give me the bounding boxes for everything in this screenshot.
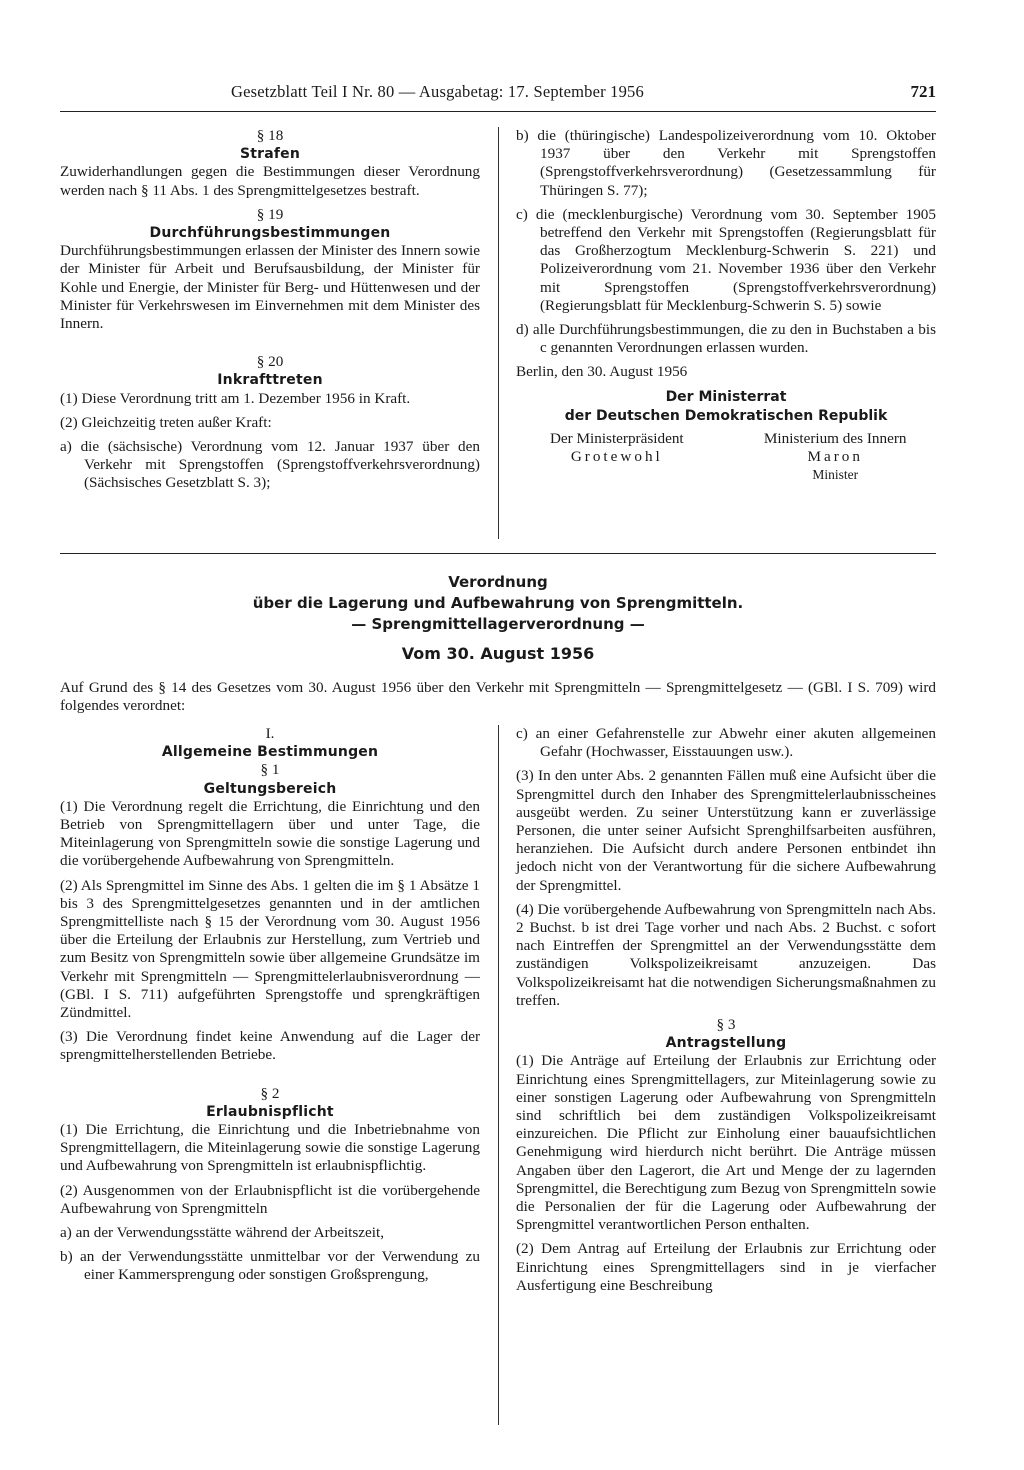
top-columns — [60, 127, 936, 539]
section-3-paragraph-1: (1) Die Anträge auf Erteilung der Erlaubnis zur Errichtung oder Einrichtung eines Sprengmittellagers, zur Miteinlagerung sowie zu einer sonstigen Lagerung oder Aufbewahrung von Sprengmitteln sind schriftlich bei dem zuständigen Volkspolizeikreisamt einzureichen. Die Pflicht zur Einholung einer bauaufsichtlichen Genehmigung wird hierdurch nicht berührt. Die Anträge müssen Angaben über den Lagerort, die Art und Menge der zu lagernden Sprengmittel, die Berechtigung zum Bezug von Sprengmitteln sowie die Personalien der für die Lagerung oder Aufbewahrung der Sprengmittel verantwortlichen Person enthalten. — [516, 1052, 936, 1234]
council-line-1: Der Ministerrat — [665, 388, 787, 405]
signature-left-name: Grotewohl — [570, 447, 663, 465]
section-2-paragraph-2: (2) Ausgenommen von der Erlaubnispflicht ist die vorübergehende Aufbewahrung von Sprengmitteln — [60, 1181, 480, 1217]
section-2-number: § 2 — [260, 1084, 280, 1102]
section-20-paragraph-2: (2) Gleichzeitig treten außer Kraft: — [60, 413, 272, 431]
section-2-title: Erlaubnispflicht — [206, 1103, 334, 1120]
bottom-right-column — [516, 725, 936, 1425]
place-and-date: Berlin, den 30. August 1956 — [516, 363, 688, 381]
section-2-paragraph-1: (1) Die Errichtung, die Einrichtung und die Inbetriebnahme von Sprengmittellagern, die Miteinlagerung sowie die sonstige Lagerung und Aufbewahrung von Sprengmitteln ist erlaubnispflichtig. — [60, 1121, 480, 1175]
section-20-item-b: b) die (thüringische) Landespolizeiverordnung vom 10. Oktober 1937 über den Verkehr mit Sprengstoffen (Sprengstoffverkehrsverordnung) (Gesetzessammlung für Thüringen S. 77); — [516, 127, 936, 199]
signature-right — [734, 430, 936, 485]
page-header — [60, 83, 936, 105]
section-1-paragraph-1: (1) Die Verordnung regelt die Errichtung, die Einrichtung und den Betrieb von Sprengmittellagern über und unter Tage, die Miteinlagerung von Sprengmitteln sowie die sonstige Lagerung und die vorübergehende Aufbewahrung von Sprengmitteln. — [60, 797, 480, 870]
decree-title-line-2: über die Lagerung und Aufbewahrung von Sprengmitteln. — [252, 594, 744, 612]
signature-right-name: Maron — [807, 447, 863, 465]
page-number: 721 — [910, 82, 936, 101]
bottom-columns — [60, 725, 936, 1425]
decree-heading — [60, 572, 936, 663]
section-1-paragraph-2: (2) Als Sprengmittel im Sinne des Abs. 1 gelten die im § 1 Absätze 1 bis 3 des Sprengmittelgesetzes genannten und in der amtlichen Sprengmittelliste nach § 15 der Verordnung vom 30. August 1956 über die Erteilung der Erlaubnis zur Herstellung, zum Vertrieb und zum Besitz von Sprengmitteln sowie über allgemeine Grundsätze im Verkehr mit Sprengmitteln — Sprengmittelerlaubnisverordnung — (GBl. I S. 711) aufgeführten Sprengstoffe und sprengkräftigen Zündmittel. — [60, 876, 480, 1022]
section-19-title: Durchführungsbestimmungen — [149, 225, 391, 242]
part-number: I. — [265, 725, 275, 742]
decree-title-line-1: Verordnung — [448, 573, 548, 591]
signature-left-title: Der Ministerpräsident — [549, 429, 684, 447]
header-title: Gesetzblatt Teil I Nr. 80 — Ausgabetag: 17. September 1956 — [231, 82, 644, 101]
column-divider-bottom — [498, 725, 499, 1425]
section-18-text: Zuwiderhandlungen gegen die Bestimmungen dieser Verordnung werden nach § 11 Abs. 1 des Sprengmittelgesetzes bestraft. — [60, 163, 480, 199]
signature-left — [516, 430, 718, 485]
council-line-2: der Deutschen Demokratischen Republik — [564, 407, 888, 424]
section-20-item-d: d) alle Durchführungsbestimmungen, die zu den in Buchstaben a bis c genannten Verordnungen erlassen wurden. — [516, 321, 936, 357]
column-divider-top — [498, 127, 499, 539]
decree-title-line-3: — Sprengmittellagerverordnung — — [351, 615, 645, 633]
section-2-paragraph-3: (3) In den unter Abs. 2 genannten Fällen muß eine Aufsicht über die Sprengmittel durch den Inhaber des Sprengmittelerlaubnisscheines ausgeübt werden. Zu seiner Unterstützung kann er zuverlässige Personen, die unter seiner Aufsicht Sprenghilfsarbeiten ausführen, heranziehen. Die Aufsicht durch andere Personen entbindet ihn jedoch nicht von der Verantwortung für die sichere Aufbewahrung der Sprengmittel. — [516, 767, 936, 894]
section-20-item-c: c) die (mecklenburgische) Verordnung vom 30. September 1905 betreffend den Verkehr mit Sprengstoffen (Regierungsblatt für das Großherzogtum Mecklenburg-Schwerin S. 221) und Polizeiverordnung vom 21. November 1936 über den Verkehr mit Sprengstoffen (Sprengstoffverkehrsverordnung) (Regierungsblatt für Mecklenburg-Schwerin S. 5) sowie — [516, 205, 936, 314]
section-20-number: § 20 — [256, 353, 284, 371]
signature-right-role: Minister — [812, 467, 859, 483]
section-1-paragraph-3: (3) Die Verordnung findet keine Anwendung auf die Lager der sprengmittelherstellenden Betriebe. — [60, 1028, 480, 1064]
header-rule — [60, 111, 936, 112]
section-3-number: § 3 — [716, 1016, 736, 1034]
section-3-paragraph-2: (2) Dem Antrag auf Erteilung der Erlaubnis zur Errichtung oder Einrichtung eines Sprengmittellagers sind in je vierfacher Ausfertigung eine Beschreibung — [516, 1240, 936, 1294]
bottom-left-column — [60, 725, 480, 1425]
signature-right-title: Ministerium des Innern — [763, 429, 907, 447]
section-1-title: Geltungsbereich — [203, 780, 337, 797]
section-3-title: Antragstellung — [665, 1035, 787, 1052]
part-title: Allgemeine Bestimmungen — [161, 744, 379, 761]
decree-separator-rule — [60, 553, 936, 554]
section-18-title: Strafen — [239, 146, 301, 163]
section-2-paragraph-4: (4) Die vorübergehende Aufbewahrung von Sprengmitteln nach Abs. 2 Buchst. b ist drei Tage vorher und nach Abs. 2 Buchst. c sofort nach Eintreffen der Sprengmittel an der Verwendungsstätte dem zuständigen Volkspolizeikreisamt anzuzeigen. Das Volkspolizeikreisamt hat die notwendigen Sicherungsmaßnahmen zu treffen. — [516, 900, 936, 1009]
section-20-title: Inkrafttreten — [217, 372, 323, 389]
section-20-paragraph-1: (1) Diese Verordnung tritt am 1. Dezember 1956 in Kraft. — [60, 389, 411, 407]
top-left-column — [60, 127, 480, 539]
signatures — [516, 430, 936, 485]
section-18-number: § 18 — [256, 127, 284, 144]
section-1-number: § 1 — [260, 761, 280, 779]
decree-date: Vom 30. August 1956 — [401, 644, 595, 663]
section-2-item-a: a) an der Verwendungsstätte während der Arbeitszeit, — [60, 1224, 385, 1242]
decree-intro: Auf Grund des § 14 des Gesetzes vom 30. August 1956 über den Verkehr mit Sprengmitteln — Sprengmittelgesetz — (GBl. I S. 709) wird folgendes verordnet: — [60, 679, 936, 715]
section-19-number: § 19 — [256, 205, 284, 223]
section-20-item-a: a) die (sächsische) Verordnung vom 12. Januar 1937 über den Verkehr mit Sprengstoffen (Sprengstoffverkehrsverordnung) (Sächsisches Gesetzblatt S. 3); — [60, 438, 480, 492]
section-2-item-b: b) an der Verwendungsstätte unmittelbar vor der Verwendung zu einer Kammersprengung oder sonstigen Großsprengung, — [60, 1248, 480, 1284]
section-2-item-c: c) an einer Gefahrenstelle zur Abwehr einer akuten allgemeinen Gefahr (Hochwasser, Eisstauungen usw.). — [516, 725, 936, 761]
top-right-column — [516, 127, 936, 539]
section-19-text: Durchführungsbestimmungen erlassen der Minister des Innern sowie der Minister für Arbeit und Berufsausbildung, der Minister für Kohle und Energie, der Minister für Berg- und Hüttenwesen und der Minister für Verkehrswesen im Einvernehmen mit dem Minister des Innern. — [60, 242, 480, 333]
